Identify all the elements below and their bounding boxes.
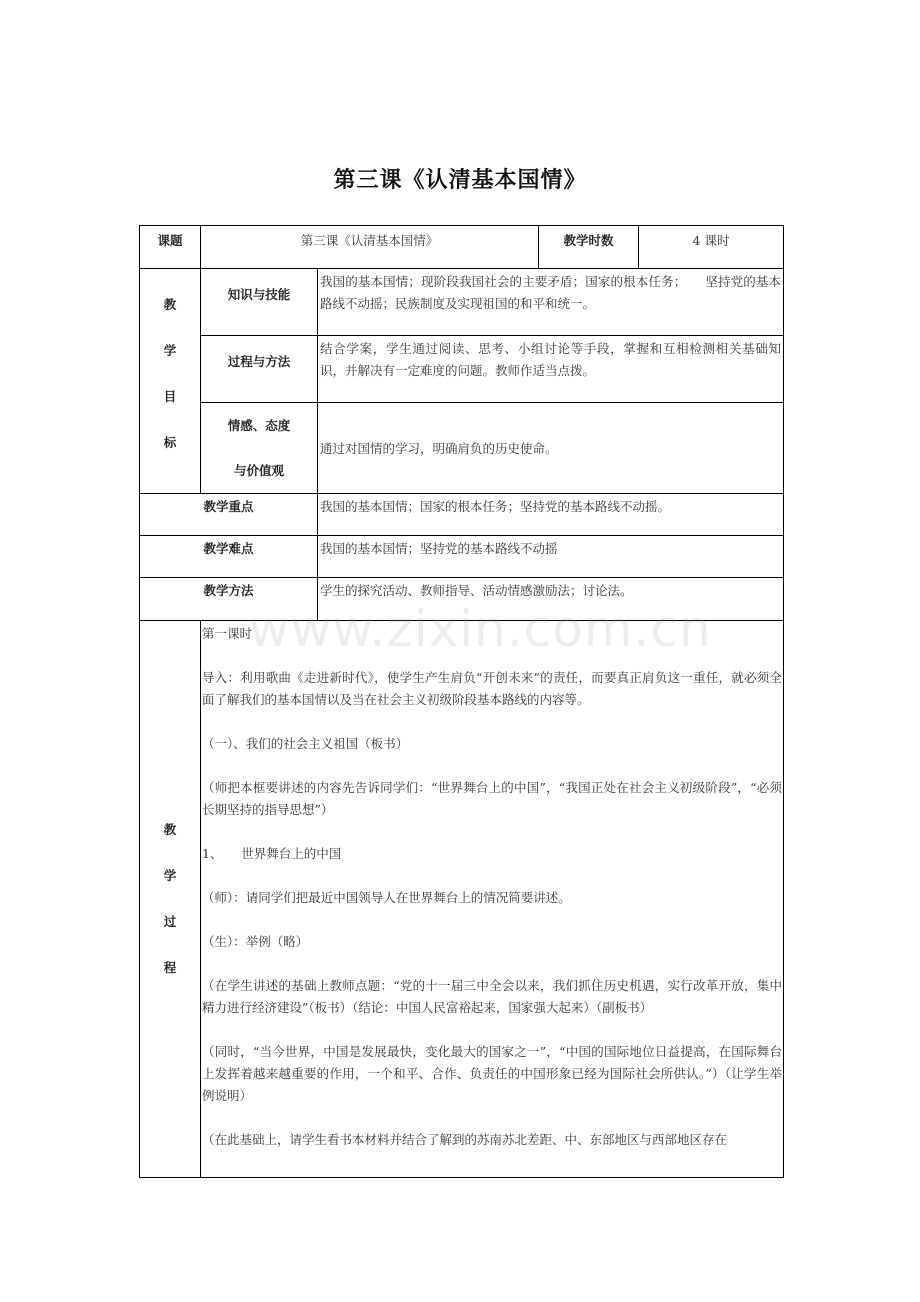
objectives-side-label xyxy=(140,269,201,494)
side-char: 程 xyxy=(163,960,177,975)
process-paragraph: （在学生讲述的基础上教师点题：“党的十一届三中全会以来，我们抓住历史机遇，实行改革开放，集中精力进行经济建设”（板书）（结论：中国人民富裕起来，国家强大起来）（副板书） xyxy=(202,978,783,1015)
topic-value: 第三课《认清基本国情》 xyxy=(201,226,539,269)
process-paragraph: （在此基础上，请学生看书本材料并结合了解到的苏南苏北差距、中、东部地区与西部地区存在 xyxy=(202,1132,728,1147)
side-char: 教 xyxy=(163,822,177,837)
process-paragraph: （生）：举例（略） xyxy=(202,934,309,949)
header-row xyxy=(140,226,784,269)
side-char: 教 xyxy=(163,297,177,312)
objective-row-process xyxy=(140,336,784,403)
methods-label: 教学方法 xyxy=(140,578,318,621)
process-method-label: 过程与方法 xyxy=(201,336,318,403)
hours-value: 4 课时 xyxy=(639,226,784,269)
process-paragraph: （师）：请同学们把最近中国领导人在世界舞台上的情况简要讲述。 xyxy=(202,890,571,905)
objective-row-attitude xyxy=(140,403,784,494)
attitude-values-label xyxy=(201,403,318,494)
watermark: www.zixin.com.cn xyxy=(248,600,712,658)
difficulties-label: 教学难点 xyxy=(140,536,318,578)
side-char: 学 xyxy=(163,868,177,883)
difficulties-row xyxy=(140,536,784,578)
side-char: 过 xyxy=(163,914,177,929)
attitude-values-text: 通过对国情的学习，明确肩负的历史使命。 xyxy=(318,403,784,494)
methods-row xyxy=(140,578,784,621)
knowledge-skills-text: 我国的基本国情；现阶段我国社会的主要矛盾；国家的根本任务； 坚持党的基本路线不动摇；民族制度及实现祖国的和平和统一。 xyxy=(318,269,784,336)
process-paragraph: （师把本框要讲述的内容先告诉同学们：“世界舞台上的中国”，“我国正处在社会主义初级阶段”，“必须长期坚持的指导思想”） xyxy=(202,780,783,817)
lesson-plan-table xyxy=(139,225,784,1178)
key-points-row xyxy=(140,494,784,536)
process-paragraph: （一）、我们的社会主义祖国（板书） xyxy=(202,736,409,751)
topic-label: 课题 xyxy=(140,226,201,269)
difficulties-text: 我国的基本国情；坚持党的基本路线不动摇 xyxy=(318,536,784,578)
key-points-label: 教学重点 xyxy=(140,494,318,536)
hours-label: 教学时数 xyxy=(539,226,639,269)
objective-row-knowledge xyxy=(140,269,784,336)
process-side-label xyxy=(140,621,201,1178)
process-content xyxy=(201,621,784,1178)
side-char: 标 xyxy=(163,435,177,450)
attitude-label-line2: 与价值观 xyxy=(233,463,284,478)
process-paragraph: （同时，“当今世界，中国是发展最快，变化最大的国家之一”，“中国的国际地位日益提高，在国际舞台上发挥着越来越重要的作用，一个和平、合作、负责任的中国形象已经为国际社会所供认。”）（让学生举例说明） xyxy=(202,1044,783,1103)
key-points-text: 我国的基本国情；国家的根本任务；坚持党的基本路线不动摇。 xyxy=(318,494,784,536)
side-char: 目 xyxy=(163,389,177,404)
methods-text: 学生的探究活动、教师指导、活动情感激励法；讨论法。 xyxy=(318,578,784,621)
process-paragraph: 导入：利用歌曲《走进新时代》，使学生产生肩负“开创未来”的责任，而要真正肩负这一重任，就必须全面了解我们的基本国情以及当在社会主义初级阶段基本路线的内容等。 xyxy=(202,670,783,707)
side-char: 学 xyxy=(163,343,177,358)
process-row xyxy=(140,621,784,1178)
document-title: 第三课《认清基本国情》 xyxy=(333,168,587,193)
attitude-label-line1: 情感、态度 xyxy=(227,418,291,433)
knowledge-skills-label: 知识与技能 xyxy=(201,269,318,336)
process-paragraph: 第一课时 xyxy=(202,626,253,641)
process-method-text: 结合学案，学生通过阅读、思考、小组讨论等手段，掌握和互相检测相关基础知识，并解决有一定难度的问题。教师作适当点拨。 xyxy=(318,336,784,403)
process-paragraph: 1、 世界舞台上的中国 xyxy=(202,846,342,861)
